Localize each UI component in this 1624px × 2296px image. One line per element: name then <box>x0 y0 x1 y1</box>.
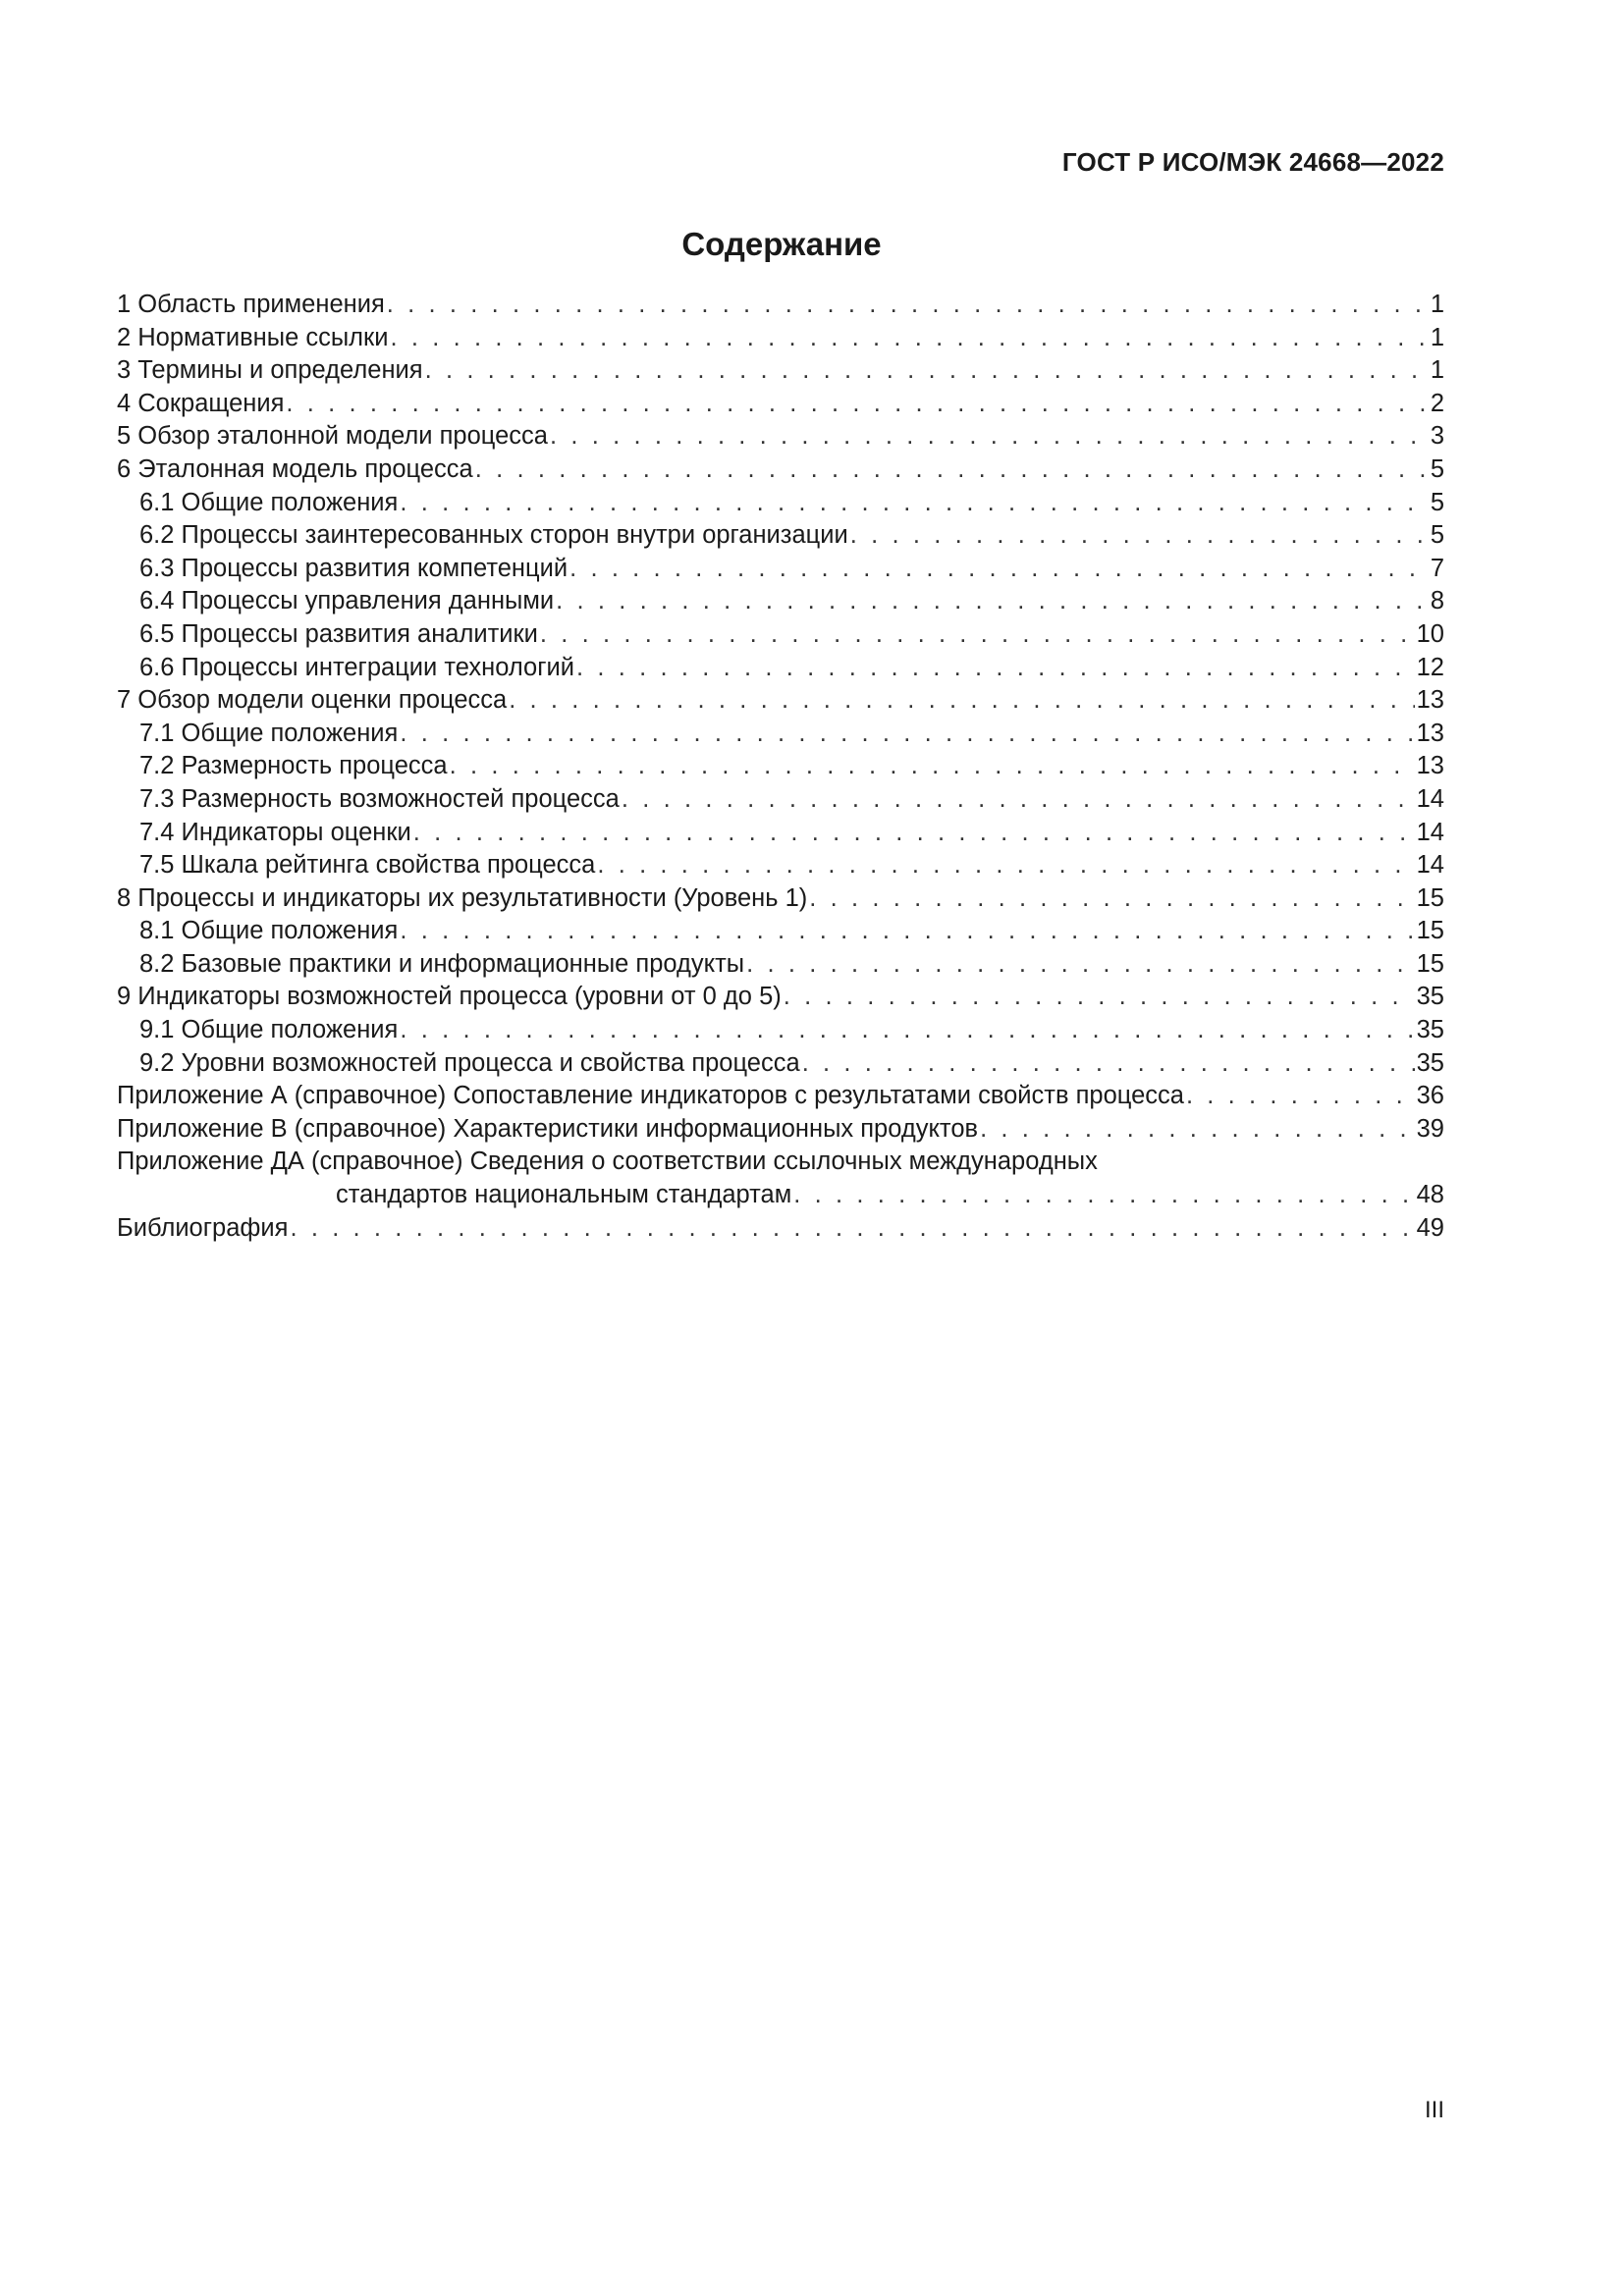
toc-entry[interactable] <box>117 1179 1444 1212</box>
toc-leader-dots <box>400 718 1414 751</box>
toc-entry-page: 10 <box>1416 619 1444 648</box>
toc-leader-dots <box>746 948 1415 982</box>
toc-leader-dots <box>569 553 1429 586</box>
toc-entry-label: 7.2 Размерность процесса <box>139 752 448 780</box>
toc-entry-label: 6.5 Процессы развития аналитики <box>139 619 538 648</box>
toc-entry-label: 6.3 Процессы развития компетенций <box>139 554 568 582</box>
toc-leader-dots <box>556 585 1429 618</box>
toc-entry[interactable] <box>117 487 1444 520</box>
toc-entry-page: 49 <box>1416 1213 1444 1242</box>
toc-entry-page: 35 <box>1416 1048 1444 1077</box>
toc-entry-label: 6.4 Процессы управления данными <box>139 587 555 615</box>
toc-leader-dots <box>802 1047 1415 1081</box>
toc-leader-dots <box>400 915 1414 948</box>
toc-entry-page: 12 <box>1416 653 1444 681</box>
toc-entry-label: 3 Термины и определения <box>117 356 423 385</box>
toc-entry[interactable] <box>117 882 1444 916</box>
toc-entry-label: 6.6 Процессы интеграции технологий <box>139 653 574 681</box>
toc-leader-dots <box>793 1179 1414 1212</box>
toc-entry-page: 7 <box>1430 554 1444 582</box>
toc-entry-label: Библиография <box>117 1213 289 1242</box>
toc-entry-label: стандартов национальным стандартам <box>336 1181 792 1209</box>
toc-entry-label: 7.3 Размерность возможностей процесса <box>139 784 620 813</box>
toc-entry-label: 8 Процессы и индикаторы их результативности (Уровень 1) <box>117 883 808 912</box>
toc-entry-page: 5 <box>1430 521 1444 550</box>
toc-leader-dots <box>390 322 1428 355</box>
toc-entry[interactable] <box>117 1212 1444 1246</box>
toc-entry[interactable] <box>117 1146 1444 1179</box>
toc-entry[interactable] <box>117 849 1444 882</box>
toc-leader-dots <box>290 1212 1414 1246</box>
toc-entry[interactable] <box>117 684 1444 718</box>
toc-entry-page: 14 <box>1416 851 1444 880</box>
toc-leader-dots <box>400 487 1428 520</box>
toc-entry[interactable] <box>117 817 1444 850</box>
toc-entry-page: 39 <box>1416 1114 1444 1143</box>
toc-entry-label: 7.4 Индикаторы оценки <box>139 818 411 846</box>
toc-entry-page: 13 <box>1416 752 1444 780</box>
toc-entry[interactable] <box>117 718 1444 751</box>
toc-leader-dots <box>475 454 1429 487</box>
toc-leader-dots <box>622 783 1415 817</box>
toc-leader-dots <box>784 981 1415 1014</box>
toc-title: Содержание <box>681 226 882 262</box>
toc-entry-page: 13 <box>1416 719 1444 747</box>
toc-leader-dots <box>540 618 1415 652</box>
toc-leader-dots <box>509 684 1414 718</box>
toc-entry-label: 9 Индикаторы возможностей процесса (уровни от 0 до 5) <box>117 983 782 1011</box>
toc-entry[interactable] <box>117 1080 1444 1113</box>
toc-entry-page: 35 <box>1416 983 1444 1011</box>
toc-entry-page: 1 <box>1430 356 1444 385</box>
toc-entry-page: 15 <box>1416 917 1444 945</box>
toc-entry-label: 8.1 Общие положения <box>139 917 399 945</box>
toc-entry[interactable] <box>117 354 1444 388</box>
toc-entry[interactable] <box>117 1047 1444 1081</box>
toc-entry-page: 13 <box>1416 686 1444 715</box>
toc-entry-page: 3 <box>1430 422 1444 451</box>
toc-entry[interactable] <box>117 454 1444 487</box>
toc-entry-page: 1 <box>1430 291 1444 318</box>
toc-leader-dots <box>387 289 1429 322</box>
toc-entry-label: 9.1 Общие положения <box>139 1016 399 1044</box>
toc-entry-label: 8.2 Базовые практики и информационные продукты <box>139 949 745 978</box>
toc-entry[interactable] <box>117 915 1444 948</box>
toc-entry[interactable] <box>117 388 1444 421</box>
toc-entry-page: 48 <box>1416 1181 1444 1209</box>
toc-entry[interactable] <box>117 519 1444 553</box>
toc-entry-label: Приложение ДА (справочное) Сведения о соответствии ссылочных международных <box>117 1148 1098 1176</box>
toc-entry-label: 7.5 Шкала рейтинга свойства процесса <box>139 851 596 880</box>
toc-entry-page: 2 <box>1430 389 1444 417</box>
toc-entry-label: 1 Область применения <box>117 291 385 318</box>
toc-entry[interactable] <box>117 1113 1444 1147</box>
toc-entry[interactable] <box>117 948 1444 982</box>
toc-entry-page: 15 <box>1416 949 1444 978</box>
toc-entry-label: 7 Обзор модели оценки процесса <box>117 686 508 715</box>
toc-entry[interactable] <box>117 750 1444 783</box>
document-code: ГОСТ Р ИСО/МЭК 24668—2022 <box>1061 147 1444 177</box>
toc-entry[interactable] <box>117 618 1444 652</box>
toc-leader-dots <box>980 1113 1415 1147</box>
toc-entry-label: 4 Сокращения <box>117 389 285 417</box>
toc-entry[interactable] <box>117 289 1444 322</box>
toc-leader-dots <box>450 750 1415 783</box>
toc-leader-dots <box>850 519 1429 553</box>
toc-leader-dots <box>597 849 1414 882</box>
toc-leader-dots <box>576 652 1415 685</box>
toc-entry[interactable] <box>117 783 1444 817</box>
toc-leader-dots <box>550 420 1429 454</box>
toc-entry[interactable] <box>117 420 1444 454</box>
toc-leader-dots <box>400 1014 1414 1047</box>
toc-entry-page: 5 <box>1430 488 1444 516</box>
toc-entry-page: 36 <box>1416 1082 1444 1110</box>
toc-entry-label: 9.2 Уровни возможностей процесса и свойства процесса <box>139 1048 800 1077</box>
toc-entry[interactable] <box>117 981 1444 1014</box>
toc-entry-label: 6.2 Процессы заинтересованных сторон внутри организации <box>139 521 848 550</box>
toc-entry-page: 15 <box>1416 883 1444 912</box>
toc-entry-page: 5 <box>1430 454 1444 483</box>
toc-entry[interactable] <box>117 553 1444 586</box>
toc-entry-page: 1 <box>1430 323 1444 351</box>
table-of-contents <box>117 289 1444 1245</box>
toc-entry[interactable] <box>117 585 1444 618</box>
page-number: III <box>1424 2097 1444 2123</box>
toc-entry[interactable] <box>117 322 1444 355</box>
toc-entry-page: 35 <box>1416 1016 1444 1044</box>
toc-entry-label: 6.1 Общие положения <box>139 488 399 516</box>
toc-entry-page: 14 <box>1416 784 1444 813</box>
toc-leader-dots <box>1186 1080 1415 1113</box>
toc-entry[interactable] <box>117 652 1444 685</box>
toc-entry-label: Приложение А (справочное) Сопоставление индикаторов с результатами свойств процесса <box>117 1082 1184 1110</box>
toc-entry-label: 5 Обзор эталонной модели процесса <box>117 422 548 451</box>
toc-leader-dots <box>425 354 1429 388</box>
toc-leader-dots <box>809 882 1414 916</box>
toc-entry-label: 6 Эталонная модель процесса <box>117 454 473 483</box>
toc-entry-label: Приложение В (справочное) Характеристики информационных продуктов <box>117 1114 979 1143</box>
toc-entry[interactable] <box>117 1014 1444 1047</box>
toc-entry-page: 8 <box>1430 587 1444 615</box>
toc-entry-label: 2 Нормативные ссылки <box>117 323 389 351</box>
toc-entry-page: 14 <box>1416 818 1444 846</box>
toc-leader-dots <box>413 817 1415 850</box>
toc-leader-dots <box>286 388 1428 421</box>
toc-entry-label: 7.1 Общие положения <box>139 719 399 747</box>
